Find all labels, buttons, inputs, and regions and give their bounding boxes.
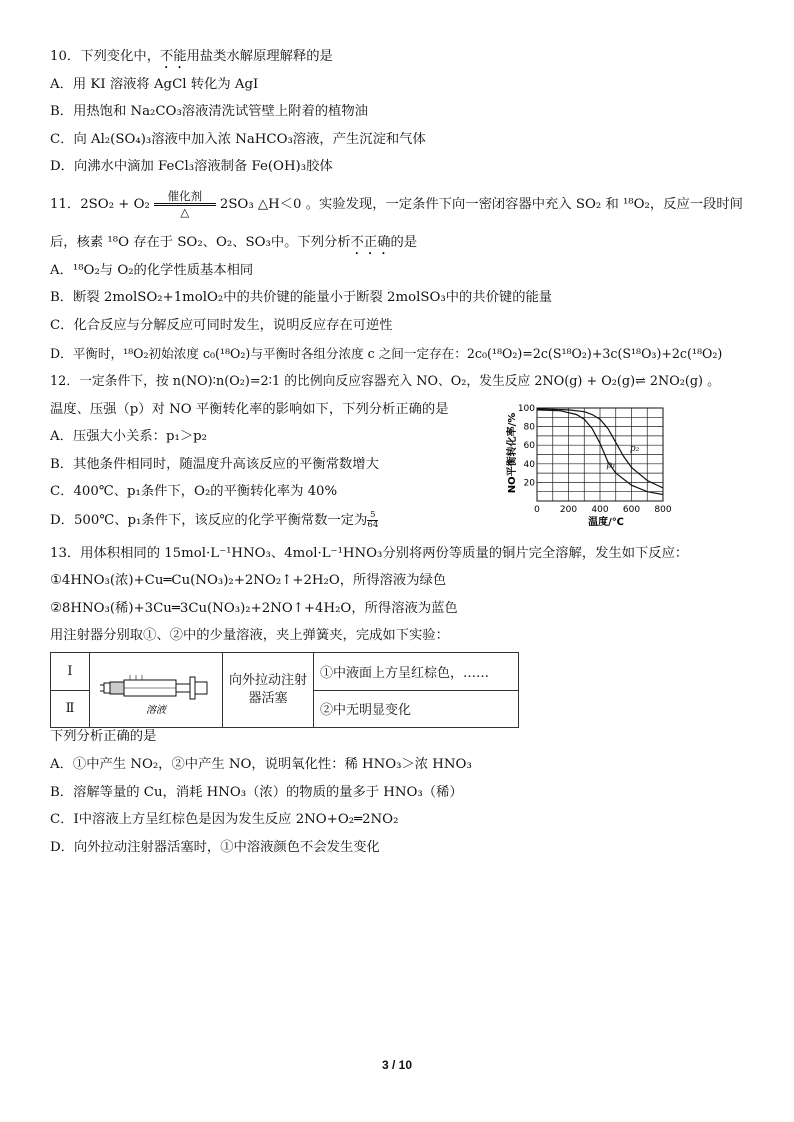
q10-option-c: C．向 Al₂(SO₄)₃溶液中加入浓 NaHCO₃溶液，产生沉淀和气体 xyxy=(50,132,426,147)
catalyst-label: 催化剂 xyxy=(167,189,203,203)
q12-option-d: D．500℃、p₁条件下，该反应的化学平衡常数一定为 $\frac{5}{64}$ xyxy=(50,510,379,530)
y-tick-label: 60 xyxy=(523,441,535,452)
q13-option-b: B．溶解等量的 Cu，消耗 HNO₃（浓）的物质的量多于 HNO₃（稀） xyxy=(50,785,463,800)
q10-option-b: B．用热饱和 Na₂CO₃溶液清洗试管壁上附着的植物油 xyxy=(50,104,368,119)
q11-option-a: A．¹⁸O₂与 O₂的化学性质基本相同 xyxy=(50,263,254,278)
q12-stem: 12．一定条件下，按 n(NO)∶n(O₂)=2∶1 的比例向反应容器充入 NO、O₂，发生反应 2NO(g) + O₂(g)⇌ 2NO₂(g) 。 xyxy=(50,374,720,389)
x-axis-label: 温度/℃ xyxy=(588,517,624,528)
y-axis-label: NO平衡转化率/% xyxy=(507,412,518,494)
q10-option-d: D．向沸水中滴加 FeCl₃溶液制备 Fe(OH)₃胶体 xyxy=(50,159,333,174)
q13-question: 下列分析正确的是 xyxy=(50,729,157,744)
q11-lhs: 2SO₂ + O₂ xyxy=(80,197,150,212)
series-label-p2: p₂ xyxy=(629,443,640,454)
q13-option-a: A．①中产生 NO₂，②中产生 NO，说明氧化性：稀 HNO₃＞浓 HNO₃ xyxy=(50,757,472,772)
x-tick-label: 800 xyxy=(654,505,672,515)
chart-ticks xyxy=(518,404,672,515)
q13-equation-1: ①4HNO₃(浓)+Cu═Cu(NO₃)₂+2NO₂↑+2H₂O，所得溶液为绿色 xyxy=(50,573,447,588)
row-label-1: Ⅰ xyxy=(51,653,90,691)
q13-option-d: D．向外拉动注射器活塞时，①中溶液颜色不会发生变化 xyxy=(50,840,380,855)
heat-condition: △ xyxy=(180,205,190,219)
syringe-icon xyxy=(90,653,222,723)
no-conversion-chart xyxy=(495,398,675,528)
y-tick-label: 100 xyxy=(517,404,535,414)
reversible-arrow xyxy=(152,190,218,219)
x-tick-label: 0 xyxy=(534,505,540,515)
q11-rhs: 2SO₃ xyxy=(219,197,254,212)
x-tick-label: 200 xyxy=(559,505,578,515)
q13-option-c: C．Ⅰ中溶液上方呈红棕色是因为发生反应 2NO+O₂═2NO₂ xyxy=(50,812,399,827)
q11-option-b: B．断裂 2molSO₂+1molO₂中的共价键的能量小于断裂 2molSO₃中的共价键的能量 xyxy=(50,290,553,305)
q12-option-a: A．压强大小关系：p₁＞p₂ xyxy=(50,429,207,444)
q13-stem: 13．用体积相同的 15mol·L⁻¹HNO₃、4mol·L⁻¹HNO₃分别将两份等质量的铜片完全溶解，发生如下反应： xyxy=(50,546,689,561)
action-cell: 向外拉动注射器活塞 xyxy=(223,653,314,728)
series-label-p1: p₁ xyxy=(606,460,616,471)
fraction: $\frac{5}{64}$ xyxy=(367,510,379,530)
y-tick-label: 20 xyxy=(523,478,535,489)
page-number: 3 / 10 xyxy=(381,1058,413,1072)
y-tick-label: 40 xyxy=(523,459,535,470)
experiment-table xyxy=(50,652,519,728)
syringe-cell xyxy=(90,653,223,728)
q13-instruction: 用注射器分别取①、②中的少量溶液，夹上弹簧夹，完成如下实验： xyxy=(50,628,449,643)
result-cell-1: ①中液面上方呈红棕色，…… xyxy=(314,653,519,691)
x-tick-label: 400 xyxy=(591,505,609,515)
x-tick-label: 600 xyxy=(622,505,641,515)
q12-stem-line2: 温度、压强（p）对 NO 平衡转化率的影响如下，下列分析正确的是 xyxy=(50,402,449,417)
q11-option-c: C．化合反应与分解反应可同时发生，说明反应存在可逆性 xyxy=(50,318,393,333)
syringe-label: 溶液 xyxy=(146,705,166,716)
q11-stem-line2: 后，核素 ¹⁸O 存在于 SO₂、O₂、SO₃中。下列分析不正确的是 xyxy=(50,235,418,250)
y-tick-label: 80 xyxy=(523,422,535,433)
row-label-2: Ⅱ xyxy=(51,690,90,728)
q12-option-b: B．其他条件相同时，随温度升高该反应的平衡常数增大 xyxy=(50,457,379,472)
chart-grid xyxy=(537,408,663,501)
q13-equation-2: ②8HNO₃(稀)+3Cu═3Cu(NO₃)₂+2NO↑+4H₂O，所得溶液为蓝色 xyxy=(50,601,458,616)
q10-option-a: A．用 KI 溶液将 AgCl 转化为 AgI xyxy=(50,77,259,92)
q11-stem: 11．2SO₂ + O₂ 催化剂 △ 2SO₃ △H＜0 。实验发现，一定条件下向一密闭容器中充入 SO₂ 和 ¹⁸O₂，反应一段时间 xyxy=(50,189,743,219)
result-cell-2: ②中无明显变化 xyxy=(314,690,519,728)
q10-stem: 10．下列变化中，不能用盐类水解原理解释的是 xyxy=(50,49,333,64)
q12-option-c: C．400℃、p₁条件下，O₂的平衡转化率为 40% xyxy=(50,484,338,499)
q11-option-d: D．平衡时，¹⁸O₂初始浓度 c₀(¹⁸O₂)与平衡时各组分浓度 c 之间一定存在：2c₀(¹⁸O₂)=2c(S¹⁸O₂)+3c(S¹⁸O₃)+2c(¹⁸O₂) xyxy=(50,346,723,361)
